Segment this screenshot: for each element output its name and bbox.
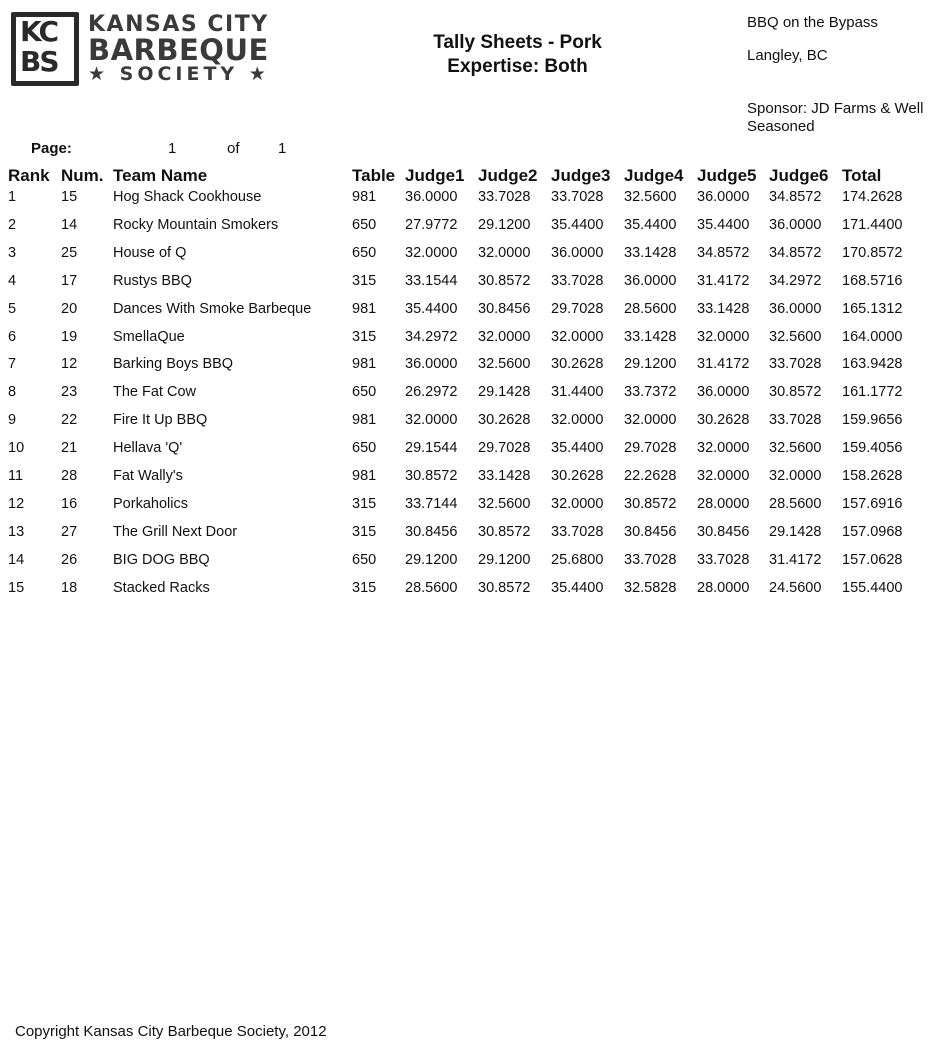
cell-judge5: 36.0000 xyxy=(697,384,750,400)
cell-judge3: 33.7028 xyxy=(551,189,604,205)
cell-judge3: 30.2628 xyxy=(551,356,604,372)
cell-judge4: 35.4400 xyxy=(624,217,677,233)
cell-judge1: 30.8572 xyxy=(405,468,458,484)
cell-judge1: 26.2972 xyxy=(405,384,458,400)
cell-judge3: 33.7028 xyxy=(551,273,604,289)
cell-judge5: 28.0000 xyxy=(697,496,750,512)
cell-judge6: 33.7028 xyxy=(769,356,822,372)
cell-judge6: 34.8572 xyxy=(769,189,822,205)
cell-judge3: 31.4400 xyxy=(551,384,604,400)
cell-team-name: Dances With Smoke Barbeque xyxy=(113,301,312,317)
cell-judge2: 32.5600 xyxy=(478,496,531,512)
cell-judge6: 36.0000 xyxy=(769,217,822,233)
copyright-footer: Copyright Kansas City Barbeque Society, 2012 xyxy=(15,1023,327,1040)
cell-judge2: 30.8572 xyxy=(478,273,531,289)
cell-judge6: 32.5600 xyxy=(769,329,822,345)
logo-text-line1: KANSAS CITY xyxy=(88,12,269,37)
cell-judge1: 29.1544 xyxy=(405,440,458,456)
cell-judge5: 28.0000 xyxy=(697,580,750,596)
cell-team-name: Stacked Racks xyxy=(113,580,210,596)
header-judge1: Judge1 xyxy=(405,166,465,185)
cell-judge6: 33.7028 xyxy=(769,412,822,428)
cell-judge6: 29.1428 xyxy=(769,524,822,540)
cell-num: 17 xyxy=(61,273,78,289)
cell-total: 163.9428 xyxy=(842,356,903,372)
cell-judge5: 32.0000 xyxy=(697,468,750,484)
cell-table: 981 xyxy=(352,412,377,428)
report-title: Tally Sheets - Pork xyxy=(433,32,602,53)
cell-table: 650 xyxy=(352,245,377,261)
logo-text-line3: ★ SOCIETY ★ xyxy=(88,63,270,85)
cell-total: 157.0968 xyxy=(842,524,903,540)
cell-judge3: 25.6800 xyxy=(551,552,604,568)
cell-total: 171.4400 xyxy=(842,217,903,233)
logo-letters-top: KC xyxy=(20,15,57,48)
cell-judge6: 34.2972 xyxy=(769,273,822,289)
cell-num: 12 xyxy=(61,356,78,372)
cell-num: 25 xyxy=(61,245,78,261)
cell-judge6: 30.8572 xyxy=(769,384,822,400)
cell-rank: 9 xyxy=(8,412,17,428)
cell-judge3: 35.4400 xyxy=(551,580,604,596)
cell-team-name: SmellaQue xyxy=(113,329,185,345)
cell-judge1: 32.0000 xyxy=(405,412,458,428)
cell-rank: 1 xyxy=(8,189,17,205)
cell-table: 315 xyxy=(352,580,377,596)
cell-judge5: 31.4172 xyxy=(697,356,750,372)
cell-judge3: 33.7028 xyxy=(551,524,604,540)
cell-table: 981 xyxy=(352,189,377,205)
cell-table: 315 xyxy=(352,329,377,345)
header-table: Table xyxy=(352,166,396,185)
cell-num: 28 xyxy=(61,468,78,484)
cell-table: 315 xyxy=(352,496,377,512)
cell-judge6: 24.5600 xyxy=(769,580,822,596)
cell-team-name: House of Q xyxy=(113,245,187,261)
cell-judge1: 33.1544 xyxy=(405,273,458,289)
kcbs-logo xyxy=(11,12,291,88)
cell-judge3: 29.7028 xyxy=(551,301,604,317)
cell-team-name: Barking Boys BBQ xyxy=(113,356,234,372)
cell-rank: 13 xyxy=(8,524,25,540)
header-judge2: Judge2 xyxy=(478,166,538,185)
cell-total: 157.6916 xyxy=(842,496,903,512)
cell-num: 27 xyxy=(61,524,78,540)
cell-team-name: Fat Wally's xyxy=(113,468,183,484)
cell-total: 164.0000 xyxy=(842,329,903,345)
cell-num: 18 xyxy=(61,580,78,596)
cell-judge2: 32.0000 xyxy=(478,245,531,261)
cell-table: 315 xyxy=(352,273,377,289)
header-team-name: Team Name xyxy=(113,166,208,185)
cell-total: 170.8572 xyxy=(842,245,903,261)
cell-total: 165.1312 xyxy=(842,301,903,317)
cell-judge1: 29.1200 xyxy=(405,552,458,568)
cell-judge3: 32.0000 xyxy=(551,329,604,345)
cell-team-name: Fire It Up BBQ xyxy=(113,412,208,428)
cell-table: 650 xyxy=(352,440,377,456)
cell-team-name: BIG DOG BBQ xyxy=(113,552,210,568)
cell-num: 20 xyxy=(61,301,78,317)
cell-judge1: 36.0000 xyxy=(405,356,458,372)
cell-judge6: 31.4172 xyxy=(769,552,822,568)
cell-judge4: 28.5600 xyxy=(624,301,677,317)
cell-judge2: 29.1428 xyxy=(478,384,531,400)
cell-total: 168.5716 xyxy=(842,273,903,289)
cell-num: 14 xyxy=(61,217,78,233)
cell-judge4: 32.5600 xyxy=(624,189,677,205)
cell-judge4: 33.1428 xyxy=(624,329,677,345)
cell-judge5: 36.0000 xyxy=(697,189,750,205)
cell-judge1: 30.8456 xyxy=(405,524,458,540)
cell-judge3: 35.4400 xyxy=(551,217,604,233)
cell-num: 26 xyxy=(61,552,78,568)
cell-rank: 3 xyxy=(8,245,17,261)
cell-rank: 14 xyxy=(8,552,25,568)
cell-judge2: 29.7028 xyxy=(478,440,531,456)
logo-text-line2: BARBEQUE xyxy=(88,33,269,67)
cell-judge4: 30.8456 xyxy=(624,524,677,540)
cell-judge1: 27.9772 xyxy=(405,217,458,233)
cell-judge4: 33.7028 xyxy=(624,552,677,568)
cell-judge2: 33.1428 xyxy=(478,468,531,484)
cell-judge6: 34.8572 xyxy=(769,245,822,261)
cell-judge3: 36.0000 xyxy=(551,245,604,261)
cell-table: 981 xyxy=(352,468,377,484)
cell-team-name: The Fat Cow xyxy=(113,384,196,400)
event-name: BBQ on the Bypass xyxy=(747,14,878,31)
page-current: 1 xyxy=(168,140,177,157)
logo-letters-bottom: BS xyxy=(20,45,58,78)
cell-judge4: 32.0000 xyxy=(624,412,677,428)
cell-judge5: 30.2628 xyxy=(697,412,750,428)
cell-judge6: 36.0000 xyxy=(769,301,822,317)
cell-judge4: 29.7028 xyxy=(624,440,677,456)
cell-num: 22 xyxy=(61,412,78,428)
cell-judge4: 36.0000 xyxy=(624,273,677,289)
cell-team-name: Hellava 'Q' xyxy=(113,440,183,456)
cell-judge5: 32.0000 xyxy=(697,329,750,345)
cell-judge2: 32.0000 xyxy=(478,329,531,345)
cell-total: 157.0628 xyxy=(842,552,903,568)
cell-num: 15 xyxy=(61,189,78,205)
cell-judge1: 28.5600 xyxy=(405,580,458,596)
kcbs-logo-mark xyxy=(11,12,79,86)
cell-judge4: 32.5828 xyxy=(624,580,677,596)
cell-judge5: 31.4172 xyxy=(697,273,750,289)
cell-table: 981 xyxy=(352,356,377,372)
cell-judge4: 30.8572 xyxy=(624,496,677,512)
cell-judge6: 32.5600 xyxy=(769,440,822,456)
page-total: 1 xyxy=(278,140,287,157)
cell-judge2: 30.8572 xyxy=(478,580,531,596)
cell-num: 19 xyxy=(61,329,78,345)
cell-table: 315 xyxy=(352,524,377,540)
event-sponsor: Sponsor: JD Farms & Well Seasoned xyxy=(747,100,924,135)
cell-judge2: 29.1200 xyxy=(478,217,531,233)
cell-rank: 15 xyxy=(8,580,25,596)
cell-total: 159.4056 xyxy=(842,440,903,456)
cell-total: 159.9656 xyxy=(842,412,903,428)
event-location: Langley, BC xyxy=(747,47,828,64)
cell-table: 650 xyxy=(352,384,377,400)
cell-judge2: 30.8572 xyxy=(478,524,531,540)
cell-judge2: 30.2628 xyxy=(478,412,531,428)
cell-team-name: Hog Shack Cookhouse xyxy=(113,189,262,205)
cell-rank: 11 xyxy=(8,468,24,484)
cell-judge5: 33.1428 xyxy=(697,301,750,317)
cell-team-name: Rustys BBQ xyxy=(113,273,192,289)
header-rank: Rank xyxy=(8,166,50,185)
cell-judge3: 35.4400 xyxy=(551,440,604,456)
cell-judge5: 34.8572 xyxy=(697,245,750,261)
cell-judge3: 30.2628 xyxy=(551,468,604,484)
cell-table: 981 xyxy=(352,301,377,317)
header-judge3: Judge3 xyxy=(551,166,611,185)
header-judge5: Judge5 xyxy=(697,166,757,185)
cell-judge1: 36.0000 xyxy=(405,189,458,205)
cell-judge5: 32.0000 xyxy=(697,440,750,456)
cell-judge2: 29.1200 xyxy=(478,552,531,568)
page-of: of xyxy=(227,140,240,157)
cell-num: 16 xyxy=(61,496,78,512)
cell-rank: 2 xyxy=(8,217,17,233)
page-label: Page: xyxy=(31,140,72,157)
cell-judge2: 30.8456 xyxy=(478,301,531,317)
cell-total: 158.2628 xyxy=(842,468,903,484)
cell-rank: 6 xyxy=(8,329,17,345)
cell-judge2: 33.7028 xyxy=(478,189,531,205)
report-subtitle: Expertise: Both xyxy=(447,56,588,77)
cell-judge6: 28.5600 xyxy=(769,496,822,512)
cell-judge2: 32.5600 xyxy=(478,356,531,372)
cell-judge1: 35.4400 xyxy=(405,301,458,317)
cell-rank: 7 xyxy=(8,356,17,372)
cell-judge3: 32.0000 xyxy=(551,412,604,428)
cell-table: 650 xyxy=(352,217,377,233)
cell-rank: 5 xyxy=(8,301,17,317)
cell-team-name: The Grill Next Door xyxy=(113,524,238,540)
cell-total: 174.2628 xyxy=(842,189,903,205)
cell-num: 21 xyxy=(61,440,78,456)
cell-judge4: 33.7372 xyxy=(624,384,677,400)
cell-judge1: 32.0000 xyxy=(405,245,458,261)
header-judge6: Judge6 xyxy=(769,166,829,185)
cell-rank: 4 xyxy=(8,273,17,289)
cell-team-name: Porkaholics xyxy=(113,496,188,512)
cell-table: 650 xyxy=(352,552,377,568)
cell-judge1: 33.7144 xyxy=(405,496,458,512)
cell-rank: 8 xyxy=(8,384,17,400)
cell-judge5: 33.7028 xyxy=(697,552,750,568)
header-total: Total xyxy=(842,166,882,185)
cell-judge3: 32.0000 xyxy=(551,496,604,512)
cell-judge6: 32.0000 xyxy=(769,468,822,484)
header-num: Num. xyxy=(61,166,104,185)
header-judge4: Judge4 xyxy=(624,166,684,185)
cell-judge1: 34.2972 xyxy=(405,329,458,345)
cell-judge5: 35.4400 xyxy=(697,217,750,233)
cell-judge4: 22.2628 xyxy=(624,468,677,484)
cell-judge5: 30.8456 xyxy=(697,524,750,540)
cell-num: 23 xyxy=(61,384,78,400)
cell-team-name: Rocky Mountain Smokers xyxy=(113,217,279,233)
cell-rank: 10 xyxy=(8,440,25,456)
cell-total: 155.4400 xyxy=(842,580,903,596)
cell-judge4: 33.1428 xyxy=(624,245,677,261)
cell-rank: 12 xyxy=(8,496,25,512)
cell-judge4: 29.1200 xyxy=(624,356,677,372)
cell-total: 161.1772 xyxy=(842,384,903,400)
